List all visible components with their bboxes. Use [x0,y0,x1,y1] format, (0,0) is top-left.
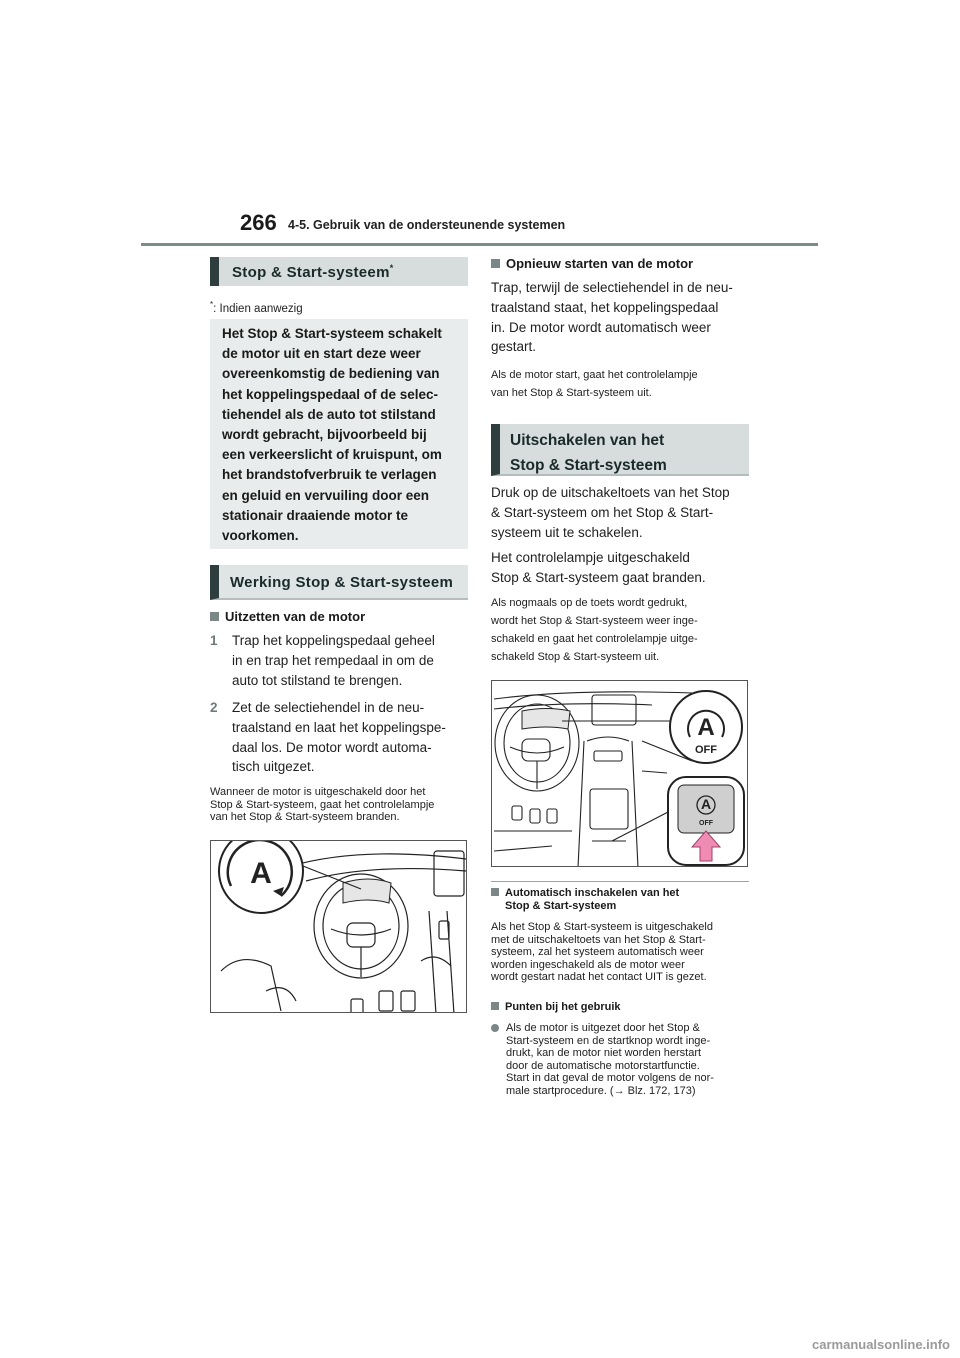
off-switch-label-small: A [700,796,712,812]
step-line: Trap het koppelingspedaal geheel [232,633,435,648]
note-line: Als de motor start, gaat het controlelampje [491,369,698,381]
step-line: Zet de selectiehendel in de neu- [232,700,425,715]
text-line: Als de motor is uitgezet door het Stop & [506,1022,700,1034]
step-number: 2 [210,700,218,715]
step-line: tisch uitgezet. [232,759,315,775]
text-line: Druk op de uitschakeltoets van het Stop [491,485,730,500]
note-line: Stop & Start-systeem, gaat het controlelampje [210,798,435,811]
intro-line: het brandstofverbruik te verlagen [222,467,437,483]
off-switch-label-large: A [697,714,715,741]
square-bullet-icon [210,612,219,621]
square-bullet-icon [491,1002,499,1010]
subheading-automatisch: Automatisch inschakelen van het Stop & Start-systeem [491,887,756,913]
step-1 [210,631,472,691]
note-line: van het Stop & Start-systeem branden. [210,811,400,823]
off-switch-illustration [492,681,748,867]
watermark: carmanualsonline.info [812,1337,950,1352]
page-number: 266 [240,210,277,235]
off-switch-text-large: OFF [695,744,717,756]
text-line: Het controlelampje uitgeschakeld [491,550,690,565]
paragraph-opnieuw [491,278,756,357]
paragraph-druk [491,483,756,542]
paragraph-automatisch [491,921,756,984]
subheading-uitzetten: Uitzetten van de motor [210,609,365,624]
note-opnieuw [491,366,756,402]
text-line: door de automatische motorstartfunctie. [506,1059,700,1072]
section-heading-uitschakelen [491,424,749,476]
step-line: in en trap het rempedaal in om de [232,652,434,668]
intro-line: voorkomen. [222,528,299,544]
heading-line: Stop & Start-systeem [510,457,667,474]
intro-line: tiehendel als de auto tot stilstand [222,406,436,422]
step-line: auto tot stilstand te brengen. [232,672,403,688]
note-line: Als nogmaals op de toets wordt gedrukt, [491,597,688,609]
note-line: schakeld en gaat het controlelampje uitge- [491,633,698,645]
note-line: wordt het Stop & Start-systeem weer inge- [491,615,698,627]
step-line: traalstand en laat het koppelingspe- [232,719,446,735]
text-line: male startprocedure. (→ Blz. 172, 173) [506,1084,696,1097]
text-line: drukt, kan de motor niet worden herstart [506,1047,702,1059]
text-line: Start in dat geval de motor volgens de nor- [506,1072,714,1084]
note-uitgeschakeld [210,786,470,824]
off-switch-text-small: OFF [699,820,713,827]
intro-line: stationair draaiende motor te [222,507,409,523]
intro-line: een verkeerslicht of kruispunt, om [222,447,442,463]
text-line: met de uitschakeltoets van het Stop & Start- [491,933,706,946]
text-line: gestart. [491,339,537,355]
chapter-title: 4-5. Gebruik van de ondersteunende systemen [288,218,566,232]
text-line: & Start-systeem om het Stop & Start- [491,504,714,520]
intro-line: en geluid en vervuiling door een [222,487,430,503]
note-nogmaals [491,594,756,666]
heading-line: Uitschakelen van het [510,432,665,449]
section-divider [491,881,749,882]
step-line: daal los. De motor wordt automa- [232,739,432,755]
step-2 [210,698,472,778]
text-line: Start-systeem en de startknop wordt inge- [506,1034,711,1047]
text-line: systeem uit te schakelen. [491,524,643,540]
dashboard-illustration [211,841,467,1013]
step-number: 1 [210,633,218,648]
intro-line: Het Stop & Start-systeem schakelt [222,326,442,341]
text-line: traalstand staat, het koppelingspedaal [491,299,719,315]
subheading-opnieuw: Opnieuw starten van de motor [491,256,693,271]
text-line: Trap, terwijl de selectiehendel in de neu- [491,280,733,295]
section-heading-werking: Werking Stop & Start-systeem [210,565,468,600]
indicator-label: A [250,857,272,890]
round-bullet-icon [491,1024,499,1032]
figure-dashboard-indicator [210,840,467,1013]
note-line: schakeld Stop & Start-systeem uit. [491,651,660,663]
text-line: Als het Stop & Start-systeem is uitgeschakeld [491,921,713,933]
square-bullet-icon [491,259,500,268]
text-line: worden ingeschakeld als de motor weer [491,958,685,971]
header-divider [141,243,818,246]
figure-off-switch [491,680,748,867]
note-line: van het Stop & Start-systeem uit. [491,387,652,399]
intro-box [210,319,468,549]
text-line: systeem, zal het systeem automatisch weer [491,946,704,958]
intro-line: overeenkomstig de bediening van [222,366,440,382]
subheading-punten: Punten bij het gebruik [491,1001,621,1014]
note-line: Wanneer de motor is uitgeschakeld door het [210,786,426,798]
intro-line: wordt gebracht, bijvoorbeeld bij [222,427,427,443]
text-line: in. De motor wordt automatisch weer [491,319,711,335]
intro-line: het koppelingspedaal of de selec- [222,386,439,402]
section-heading-stop-start: Stop & Start-systeem* [210,257,468,286]
heading-line: Stop & Start-systeem [505,900,617,912]
paragraph-controlelampje [491,548,756,588]
text-line: Stop & Start-systeem gaat branden. [491,569,706,585]
intro-line: de motor uit en start deze weer [222,346,421,362]
footnote: *: Indien aanwezig [210,300,303,315]
text-line: wordt gestart nadat het contact UIT is gezet. [491,971,707,983]
square-bullet-icon [491,888,499,896]
